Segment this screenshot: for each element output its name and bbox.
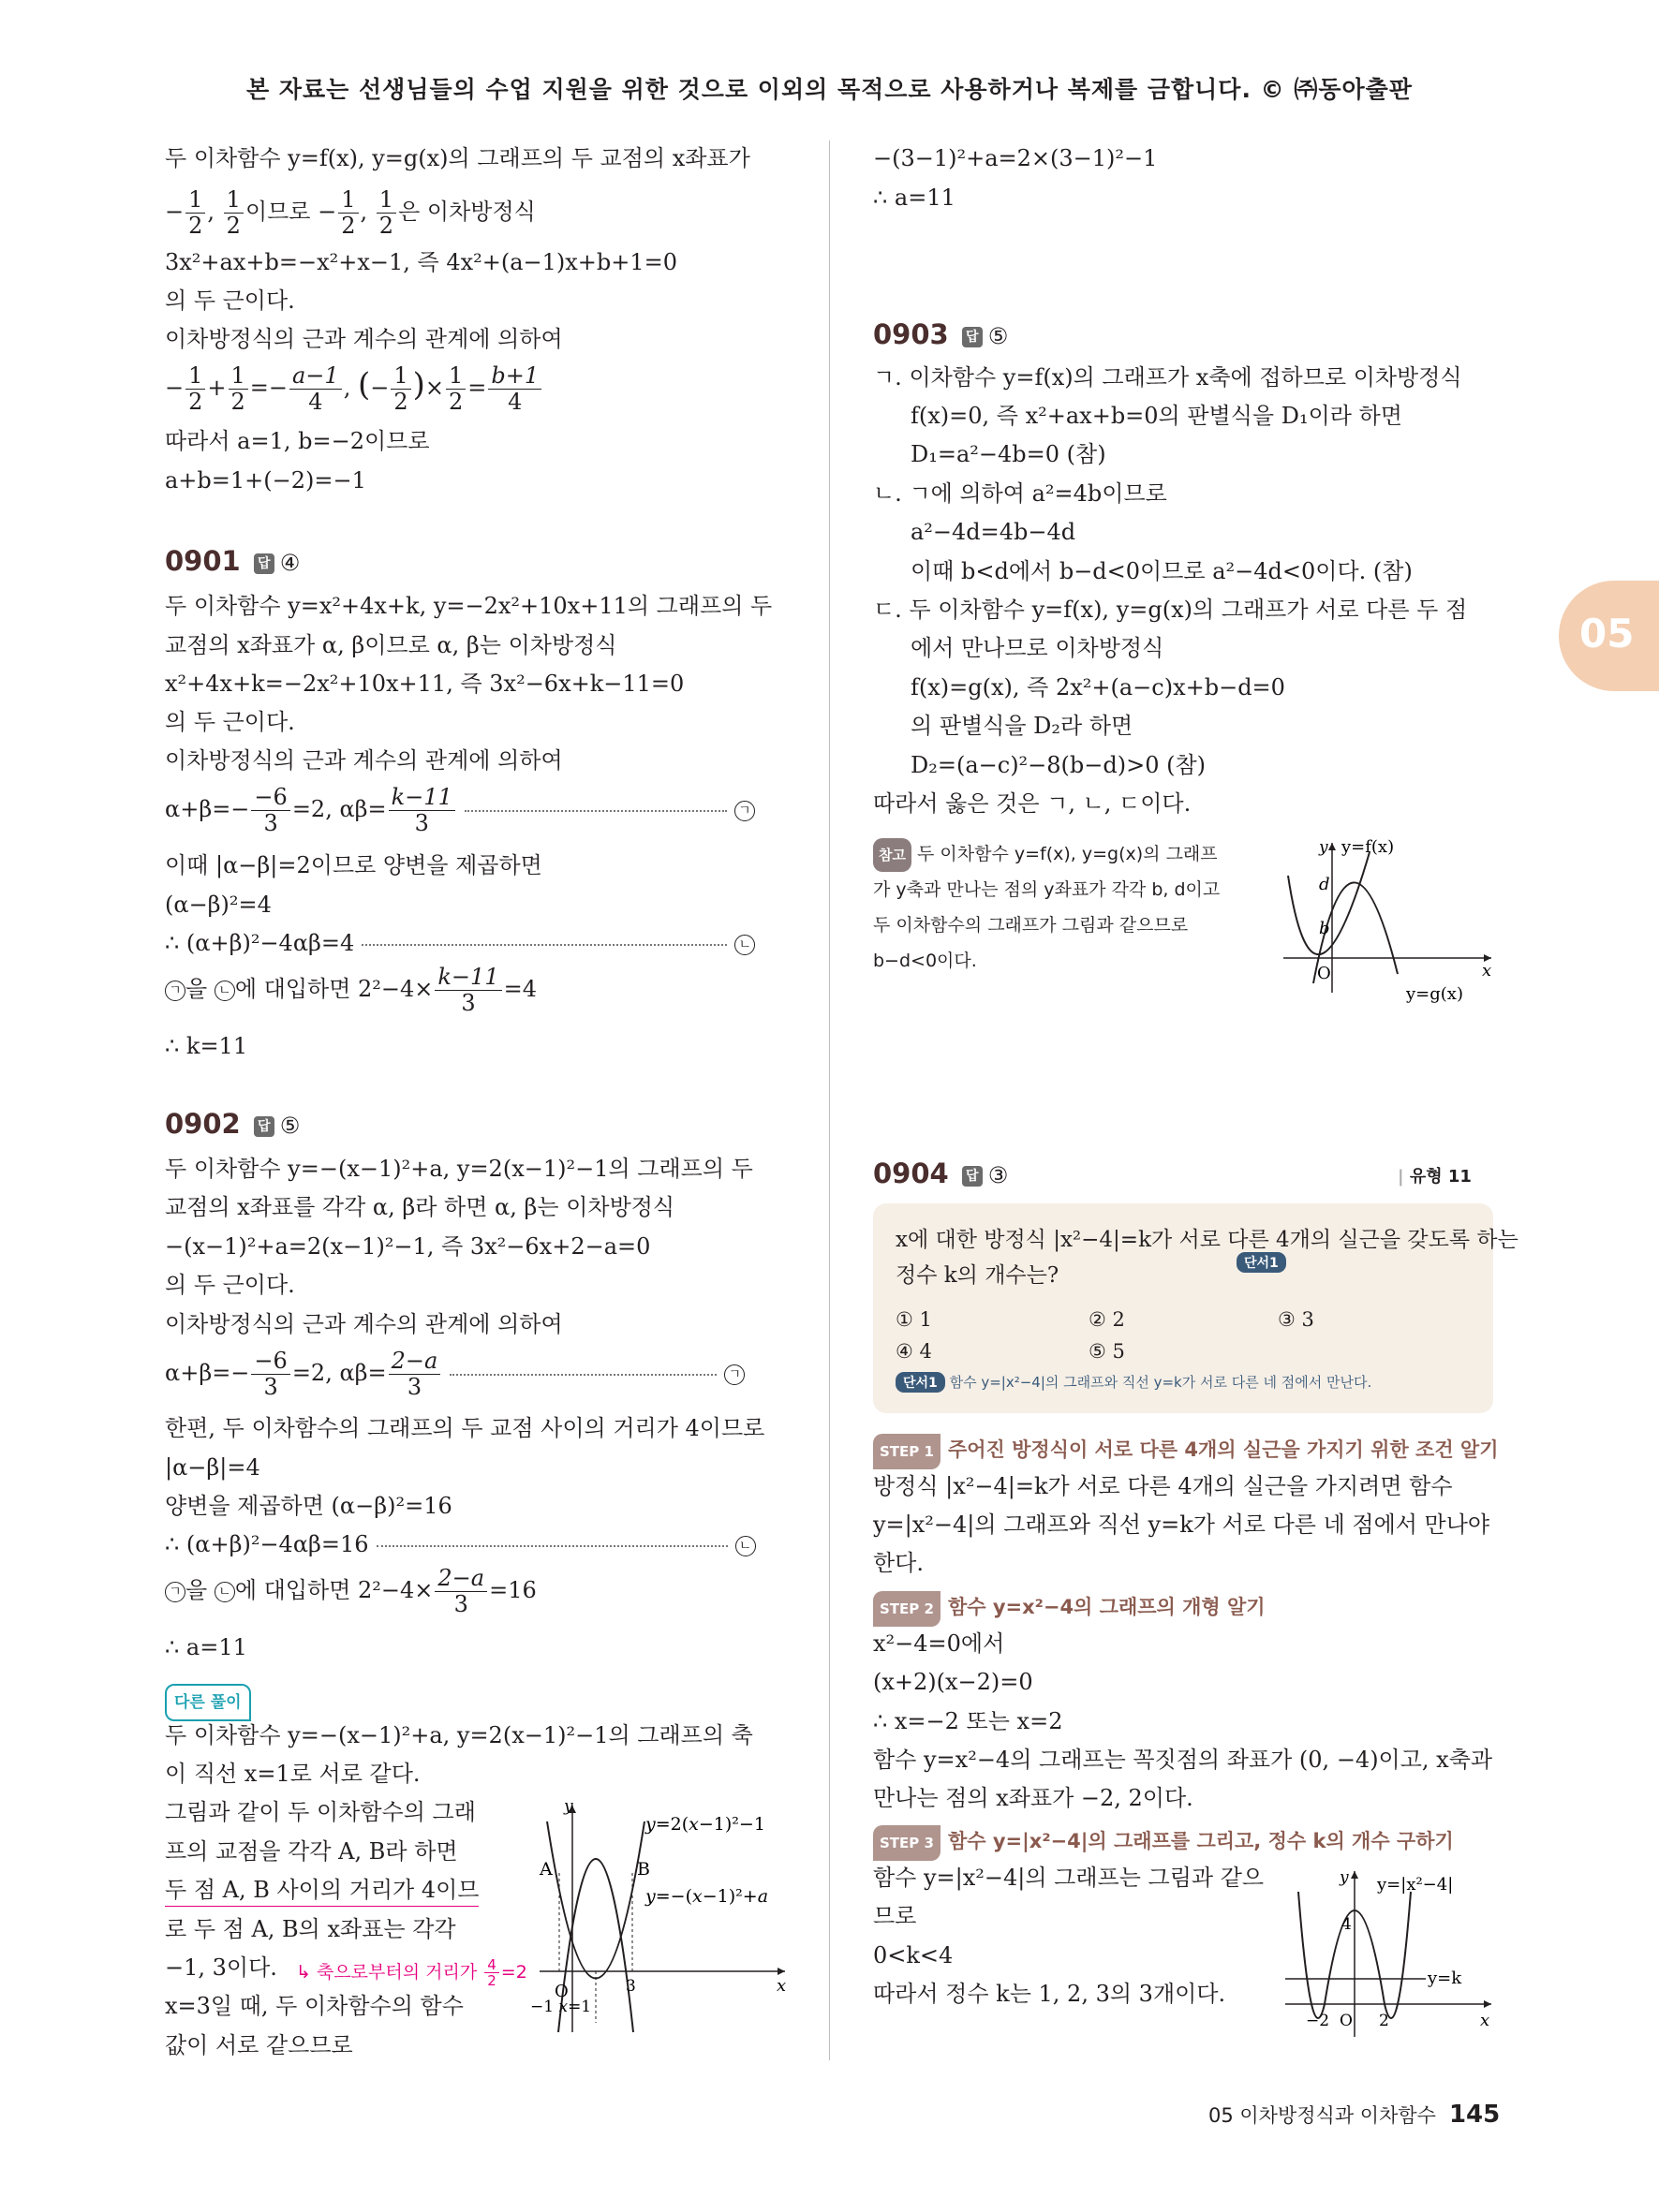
text-line: 양변을 제곱하면 (α−β)²=16 (165, 1493, 452, 1519)
math-line (165, 927, 755, 959)
text-line: 이차방정식의 근과 계수의 관계에 의하여 (165, 1311, 563, 1337)
math-line (165, 1528, 756, 1560)
text-line: 이때 b<d에서 b−d<0이므로 a²−4d<0이다. (참) (911, 558, 1413, 584)
column-divider (829, 140, 830, 2060)
graph-abs-parabola (1285, 1864, 1496, 2051)
math-line: ㄱ 을 ㄴ 에 대입하면 2²−4× $\frac{2-a}{3}$ =16 (165, 1566, 537, 1617)
tick-label: −2 (1306, 2012, 1330, 2030)
text-line: 따라서 정수 k는 1, 2, 3의 3개이다. (873, 1981, 1226, 2007)
line-label: y=k (1428, 1969, 1462, 1988)
graph-label: d (1319, 875, 1330, 894)
text-line: ∴ k=11 (165, 1033, 248, 1059)
text-line: 이때 |α−β|=2이므로 양변을 제곱하면 (165, 852, 542, 878)
text-line: D₁=a²−4b=0 (참) (911, 441, 1106, 467)
axis-label: x (1480, 2011, 1490, 2030)
answer-value: ④ (279, 550, 301, 576)
curve-label: y=2(x−1)²−1 (645, 1814, 765, 1835)
annotation-note: ↳ 축으로부터의 거리가 $\frac{4}{2}$ =2 (296, 1956, 527, 1989)
text-line: 따라서 a=1, b=−2이므로 (165, 428, 430, 454)
problem-header-0902 (165, 1108, 300, 1140)
hint-line: 단서1 함수 y=|x²−4|의 그래프와 직선 y=k가 서로 다른 네 점에서 만난다. (896, 1372, 1371, 1393)
problem-number: 0901 (165, 545, 241, 577)
problem-header-0903 (873, 318, 1008, 350)
text-line: 교점의 x좌표를 각각 α, β라 하면 α, β는 이차방정식 (165, 1194, 675, 1220)
text-line: f(x)=0, 즉 x²+ax+b=0의 판별식을 D₁이라 하면 (911, 403, 1402, 429)
text-line: ∴ x=−2 또는 x=2 (873, 1708, 1063, 1734)
copyright-notice: 본 자료는 선생님들의 수업 지원을 위한 것으로 이외의 목적으로 사용하거나 복제를 금합니다. © ㈜동아출판 (246, 76, 1413, 103)
reference-note: b−d<0이다. (873, 951, 977, 971)
axis-label: x (777, 1976, 787, 1996)
graph-label: y (1340, 1868, 1349, 1887)
text-line: |α−β|=4 (165, 1454, 260, 1481)
graph-label: y (564, 1798, 573, 1816)
text-line: 두 이차함수 y=x²+4x+k, y=−2x²+10x+11의 그래프의 두 (165, 593, 773, 619)
reference-note: 두 이차함수의 그래프가 그림과 같으므로 (873, 915, 1189, 936)
text-line: 함수 y=|x²−4|의 그래프는 그림과 같으 (873, 1865, 1265, 1891)
problem-number: 0904 (873, 1158, 949, 1189)
point-label-a: A (540, 1859, 553, 1880)
choice-4[interactable]: ④ 4 (896, 1340, 932, 1363)
text-line: ∴ a=11 (873, 184, 955, 211)
text-line: 므로 (873, 1903, 917, 1929)
circled-mark-1: ㄱ (734, 801, 755, 821)
text-line: 의 두 근이다. (165, 709, 295, 735)
text-fragment: ∴ (α+β)²−4αβ=4 (165, 930, 355, 956)
answer-value: ⑤ (279, 1113, 301, 1139)
text-line: 이 직선 x=1로 서로 같다. (165, 1761, 421, 1787)
text-line: −(x−1)²+a=2(x−1)²−1, 즉 3x²−6x+2−a=0 (165, 1233, 651, 1260)
problem-header-0901 (165, 545, 300, 577)
answer-icon: 답 (962, 327, 983, 347)
circled-mark-1: ㄱ (724, 1364, 745, 1385)
tick-label: 3 (626, 1977, 636, 1996)
text-line: 에서 만나므로 이차방정식 (911, 635, 1164, 661)
problem-header-0904 (873, 1158, 1008, 1189)
graph-two-parabolas (530, 1798, 792, 2042)
origin-label: O (1340, 2012, 1353, 2030)
text-line: D₂=(a−c)²−8(b−d)>0 (참) (911, 752, 1207, 778)
text-line: 0<k<4 (873, 1942, 954, 1969)
text-line: 교점의 x좌표가 α, β이므로 α, β는 이차방정식 (165, 632, 617, 658)
choice-5[interactable]: ⑤ 5 (1089, 1340, 1125, 1363)
curve-label: y=−(x−1)²+a (645, 1886, 769, 1907)
reference-note: 가 y축과 만나는 점의 y좌표가 각각 b, d이고 (873, 879, 1221, 900)
text-fragment: 에 대입하면 2²−4× (234, 1577, 434, 1603)
text-line: f(x)=g(x), 즉 2x²+(a−c)x+b−d=0 (911, 674, 1285, 700)
origin-label: O (555, 1982, 569, 2001)
text-line: 이차방정식의 근과 계수의 관계에 의하여 (165, 747, 563, 774)
math-line: α+β=− $\frac{-6}{3}$ =2, αβ= $\frac{k-11}{3}$ ㄱ (165, 785, 755, 836)
answer-value: ③ (987, 1162, 1009, 1188)
page-number: 145 (1448, 2101, 1501, 2129)
text-line: a²−4d=4b−4d (911, 519, 1076, 545)
axis-label: x (1482, 961, 1492, 981)
text-line: 두 이차함수 y=f(x), y=g(x)의 그래프의 두 교점의 x좌표가 (165, 145, 750, 171)
graph-label: b (1319, 919, 1330, 938)
math-line: α+β=− $\frac{-6}{3}$ =2, αβ= $\frac{2-a}{3}$ ㄱ (165, 1349, 745, 1400)
text-fragment: 을 (185, 1577, 208, 1603)
text-line: a+b=1+(−2)=−1 (165, 467, 366, 494)
answer-icon: 답 (254, 1116, 274, 1137)
problem-type: | 유형 11 (1398, 1167, 1472, 1187)
point-label-b: B (637, 1859, 650, 1880)
text-fragment: ∴ (α+β)²−4αβ=16 (165, 1531, 369, 1557)
math-line: ㄱ 을 ㄴ 에 대입하면 2²−4× $\frac{k-11}{3}$ =4 (165, 965, 537, 1016)
graph-label: y (1319, 838, 1328, 857)
page-footer (1208, 2101, 1500, 2129)
text-line: −(3−1)²+a=2×(3−1)²−1 (873, 145, 1158, 171)
text-line: 프의 교점을 각각 A, B라 하면 (165, 1838, 458, 1865)
text-line: x=3일 때, 두 이차함수의 함수 (165, 1993, 464, 2019)
choice-3[interactable]: ③ 3 (1278, 1308, 1314, 1331)
math-line: − $\frac{1}{2}$ + $\frac{1}{2}$ =− $\frac{a-1}{4}$ , (− $\frac{1}{2}$ )× $\frac{1}{2}$ = $\frac{b+1}{4}$ (165, 363, 543, 415)
question-line: 정수 k의 개수는? (896, 1263, 1059, 1288)
alt-solution-tag: 다른 풀이 (165, 1684, 251, 1721)
answer-icon: 답 (254, 553, 274, 574)
answer-icon: 답 (962, 1166, 983, 1187)
text-line: ㄷ. 두 이차함수 y=f(x), y=g(x)의 그래프가 서로 다른 두 점 (873, 597, 1468, 623)
tick-label: 2 (1379, 2012, 1389, 2030)
reference-badge: 참고 (873, 838, 911, 872)
curve-label: y=f(x) (1341, 837, 1395, 857)
text-line: 이차방정식의 근과 계수의 관계에 의하여 (165, 326, 563, 352)
choice-1[interactable]: ① 1 (896, 1308, 932, 1331)
hint-badge: 단서1 (1237, 1252, 1286, 1273)
text-line: 의 두 근이다. (165, 288, 295, 314)
origin-label: O (1317, 964, 1331, 983)
math-line: − $\frac{1}{2}$ , $\frac{1}{2}$ 이므로 − $\frac{1}{2}$ , $\frac{1}{2}$ 은 이차방정식 (165, 186, 536, 239)
text-line: 로 두 점 A, B의 x좌표는 각각 (165, 1916, 456, 1942)
text-line: 값이 서로 같으므로 (165, 2032, 353, 2058)
graph-f-and-g (1283, 833, 1499, 1011)
text-line: y=|x²−4|의 그래프와 직선 y=k가 서로 다른 네 점에서 만나야 (873, 1512, 1490, 1538)
choice-2[interactable]: ② 2 (1089, 1308, 1125, 1331)
text-line: 3x²+ax+b=−x²+x−1, 즉 4x²+(a−1)x+b+1=0 (165, 249, 678, 275)
text-line: ∴ a=11 (165, 1634, 247, 1660)
text-fragment: 에 대입하면 2²−4× (234, 976, 434, 1002)
curve-label: y=|x²−4| (1377, 1875, 1454, 1895)
step-heading: STEP 2 함수 y=x²−4의 그래프의 개형 알기 (873, 1590, 1266, 1627)
text-line: 두 이차함수 y=−(x−1)²+a, y=2(x−1)²−1의 그래프의 축 (165, 1722, 753, 1748)
text-line: 한편, 두 이차함수의 그래프의 두 교점 사이의 거리가 4이므로 (165, 1415, 765, 1441)
text-line: 방정식 |x²−4|=k가 서로 다른 4개의 실근을 가지려면 함수 (873, 1473, 1453, 1499)
text-line: −1, 3이다. (165, 1954, 277, 1981)
text-line: 그림과 같이 두 이차함수의 그래 (165, 1799, 476, 1825)
problem-number: 0903 (873, 318, 949, 350)
question-box (873, 1203, 1518, 1413)
text-line: 두 이차함수 y=−(x−1)²+a, y=2(x−1)²−1의 그래프의 두 (165, 1156, 753, 1182)
step-heading: STEP 1 주어진 방정식이 서로 다른 4개의 실근을 가지기 위한 조건 알기 (873, 1433, 1499, 1469)
text-line: 만나는 점의 x좌표가 −2, 2이다. (873, 1785, 1193, 1811)
curve-label: y=g(x) (1406, 984, 1463, 1004)
text-fragment: 을 (185, 976, 208, 1002)
text-line: 두 점 A, B 사이의 거리가 4이므 (165, 1874, 479, 1907)
text-line: 따라서 옳은 것은 ㄱ, ㄴ, ㄷ이다. (873, 790, 1192, 817)
answer-value: ⑤ (987, 323, 1009, 349)
text-fragment: 은 이차방정식 (398, 199, 536, 225)
text-line: 함수 y=x²−4의 그래프는 꼭짓점의 좌표가 (0, −4)이고, x축과 (873, 1747, 1493, 1773)
text-line: 의 판별식을 D₂라 하면 (911, 713, 1133, 739)
problem-number: 0902 (165, 1108, 241, 1140)
text-line: x²+4x+k=−2x²+10x+11, 즉 3x²−6x+k−11=0 (165, 671, 685, 697)
text-fragment: 이므로 (244, 199, 311, 225)
tick-label: −1 x=1 (530, 1998, 592, 2016)
circled-mark-2: ㄴ (735, 1536, 756, 1556)
tick-label: 4 (1341, 1915, 1352, 1934)
text-line: 한다. (873, 1550, 924, 1576)
text-line: ㄱ. 이차함수 y=f(x)의 그래프가 x축에 접하므로 이차방정식 (873, 364, 1462, 391)
text-line: ㄴ. ㄱ에 의하여 a²=4b이므로 (873, 480, 1167, 507)
question-line: x에 대한 방정식 |x²−4|=k가 서로 다른 4개의 실근을 갖도록 하는 (896, 1228, 1518, 1252)
chapter-tab[interactable]: 05 (1559, 581, 1659, 691)
text-line: (x+2)(x−2)=0 (873, 1669, 1033, 1695)
chapter-title: 05 이차방정식과 이차함수 (1208, 2104, 1436, 2127)
text-line: x²−4=0에서 (873, 1630, 1005, 1657)
text-line: (α−β)²=4 (165, 892, 272, 918)
reference-note: 참고 두 이차함수 y=f(x), y=g(x)의 그래프 (873, 838, 1218, 872)
step-heading: STEP 3 함수 y=|x²−4|의 그래프를 그리고, 정수 k의 개수 구하기 (873, 1824, 1454, 1861)
text-line: 의 두 근이다. (165, 1272, 295, 1298)
circled-mark-2: ㄴ (734, 935, 755, 955)
